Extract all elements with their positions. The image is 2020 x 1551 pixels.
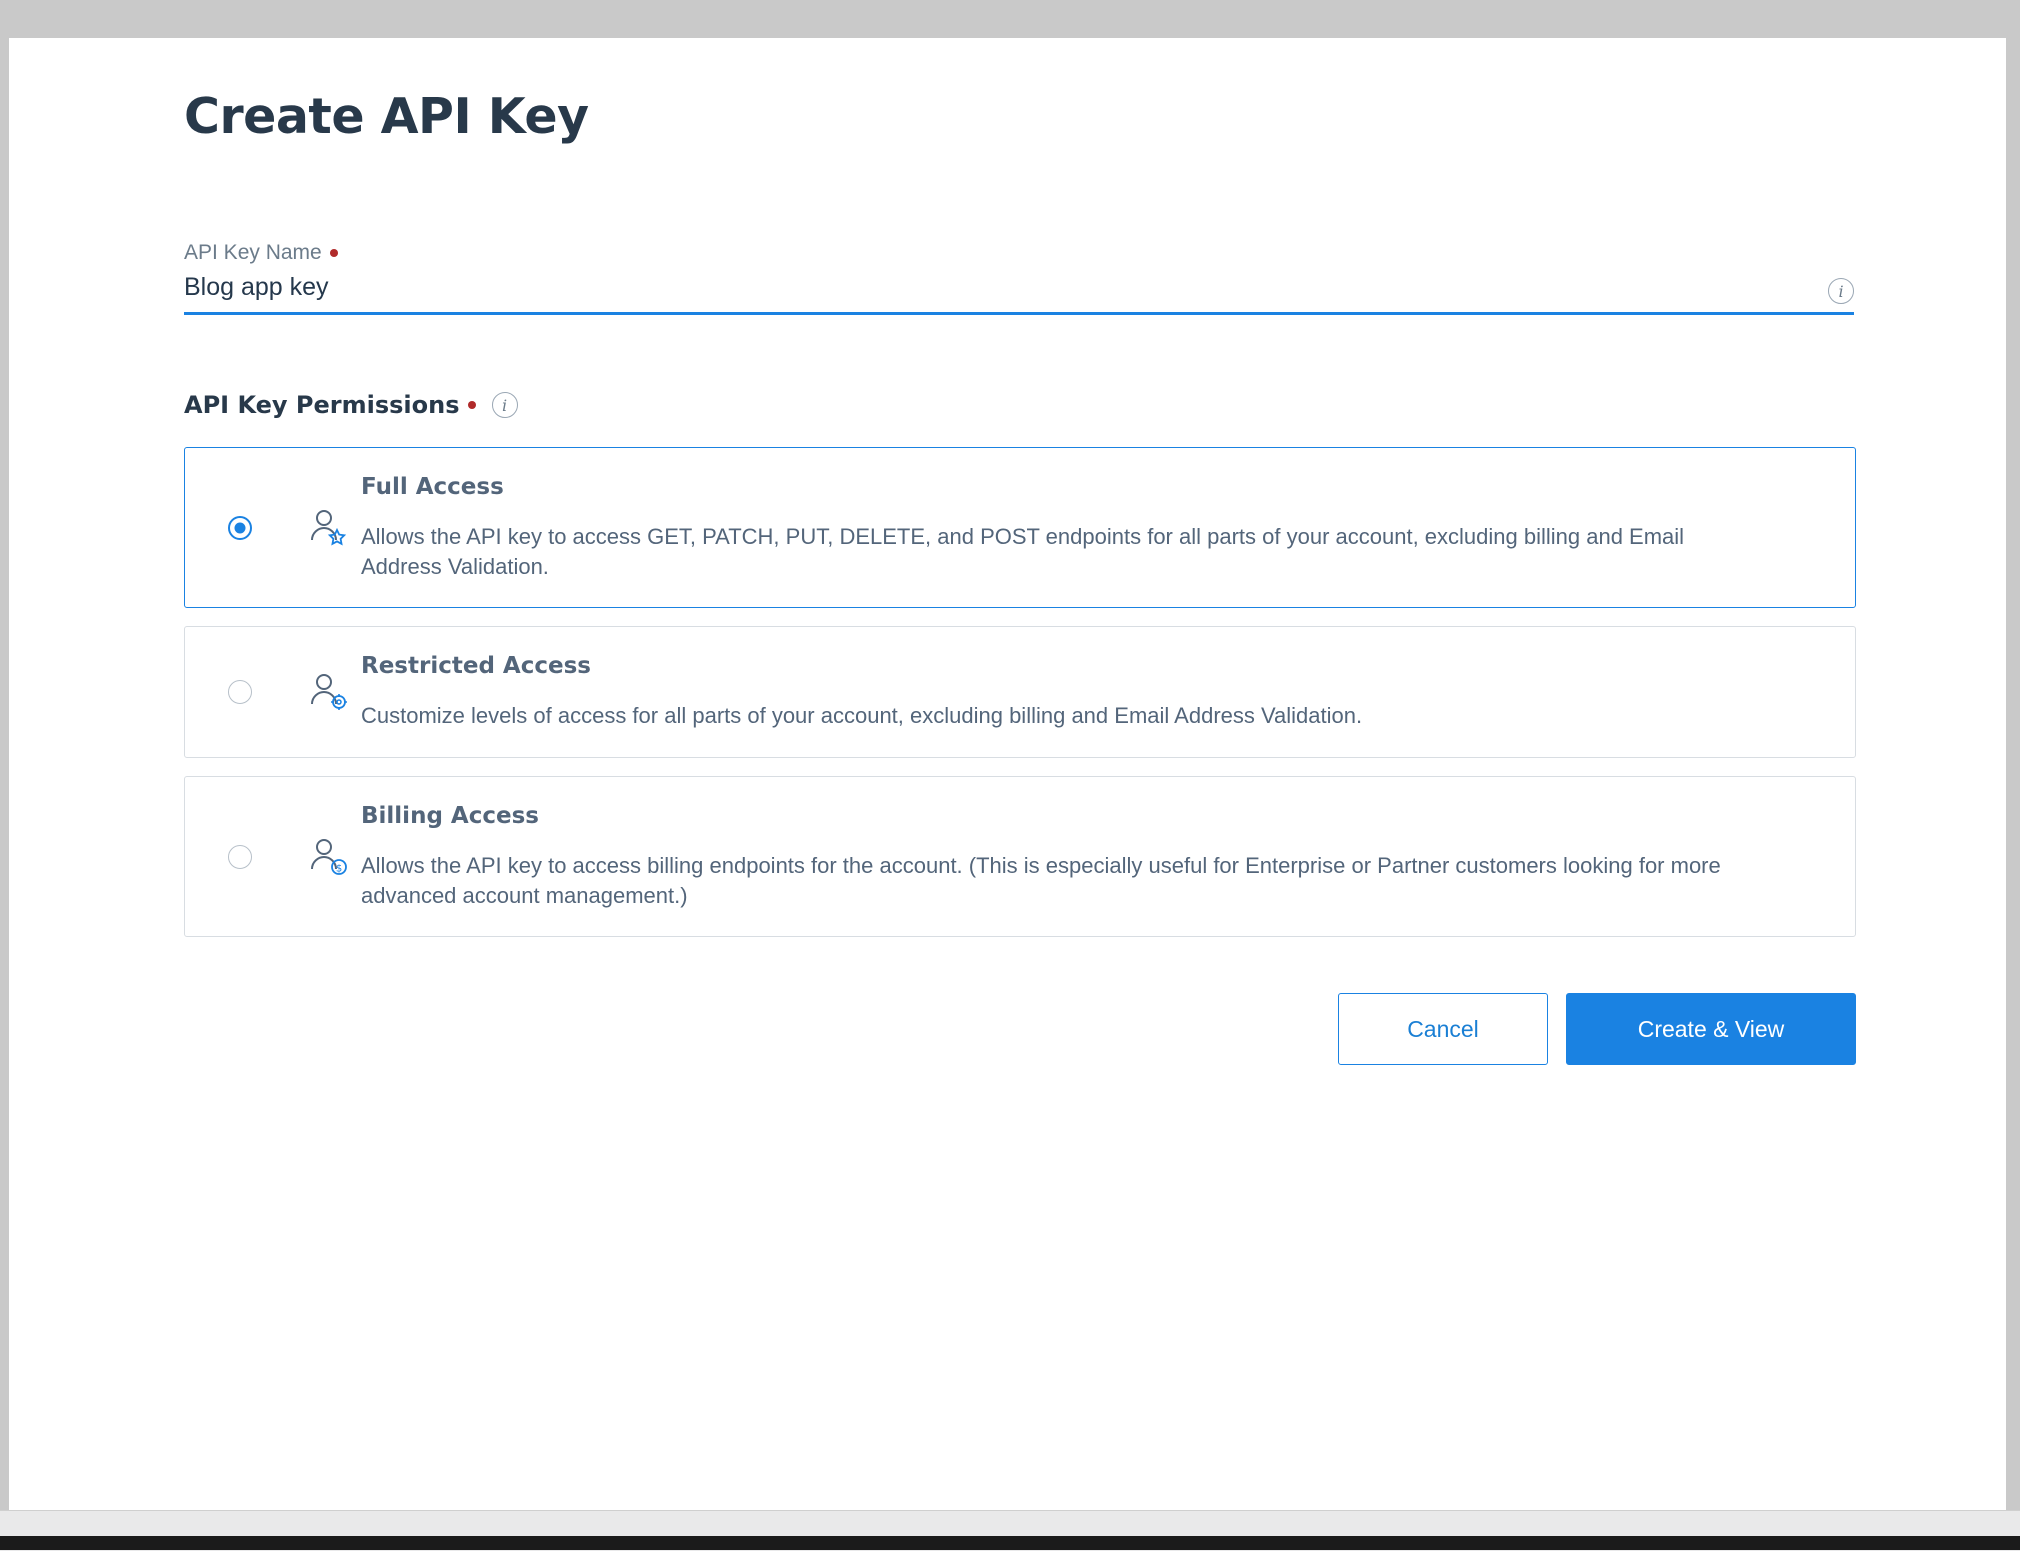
info-icon[interactable]: i <box>492 392 518 418</box>
option-title-full-access: Full Access <box>361 474 504 500</box>
user-gear-icon <box>295 670 361 714</box>
permission-option-full-access[interactable] <box>184 447 1856 608</box>
option-description-billing-access: Allows the API key to access billing endpoints for the account. (This is especially useful for Enterprise or Partner customers looking for more advanced account management.) <box>361 853 1721 908</box>
permission-option-billing-access[interactable] <box>184 776 1856 937</box>
permission-option-restricted-access[interactable] <box>184 626 1856 758</box>
required-indicator-icon <box>330 249 338 257</box>
required-indicator-icon <box>468 401 476 409</box>
api-key-name-label <box>184 241 1854 265</box>
api-key-name-input-row[interactable] <box>184 273 1854 315</box>
radio-full-access[interactable] <box>228 516 252 540</box>
create-api-key-form <box>184 88 1874 1065</box>
permission-options-list <box>184 447 1856 937</box>
radio-cell-full-access[interactable] <box>185 516 295 540</box>
api-key-name-input[interactable] <box>184 273 1764 302</box>
page-container <box>9 38 2006 1510</box>
user-star-icon <box>295 506 361 550</box>
option-body-full-access <box>361 474 1855 581</box>
option-title-billing-access: Billing Access <box>361 803 539 830</box>
info-icon[interactable]: i <box>1828 278 1854 304</box>
radio-cell-restricted-access[interactable] <box>185 680 295 704</box>
api-key-name-label-text: API Key Name <box>184 241 322 264</box>
option-body-billing-access <box>361 803 1855 910</box>
screen-bezel <box>0 1536 2020 1550</box>
page-title: Create API Key <box>184 88 589 145</box>
radio-restricted-access[interactable] <box>228 680 252 704</box>
api-key-permissions-header <box>184 391 1874 419</box>
option-description-full-access: Allows the API key to access GET, PATCH, PUT, DELETE, and POST endpoints for all parts of your account, excluding billing and Email Address Validation. <box>361 524 1685 579</box>
api-key-permissions-label: API Key Permissions <box>184 391 460 419</box>
cancel-button[interactable]: Cancel <box>1338 993 1548 1065</box>
radio-cell-billing-access[interactable] <box>185 845 295 869</box>
option-title-restricted-access: Restricted Access <box>361 653 591 680</box>
svg-text:$: $ <box>335 863 343 875</box>
option-body-restricted-access <box>361 653 1855 731</box>
user-dollar-icon <box>295 835 361 879</box>
option-description-restricted-access: Customize levels of access for all parts of your account, excluding billing and Email Address Validation. <box>361 703 1363 729</box>
radio-billing-access[interactable] <box>228 845 252 869</box>
api-key-name-field-group <box>184 241 1854 315</box>
create-and-view-button[interactable]: Create & View <box>1566 993 1856 1065</box>
form-actions <box>184 993 1856 1065</box>
